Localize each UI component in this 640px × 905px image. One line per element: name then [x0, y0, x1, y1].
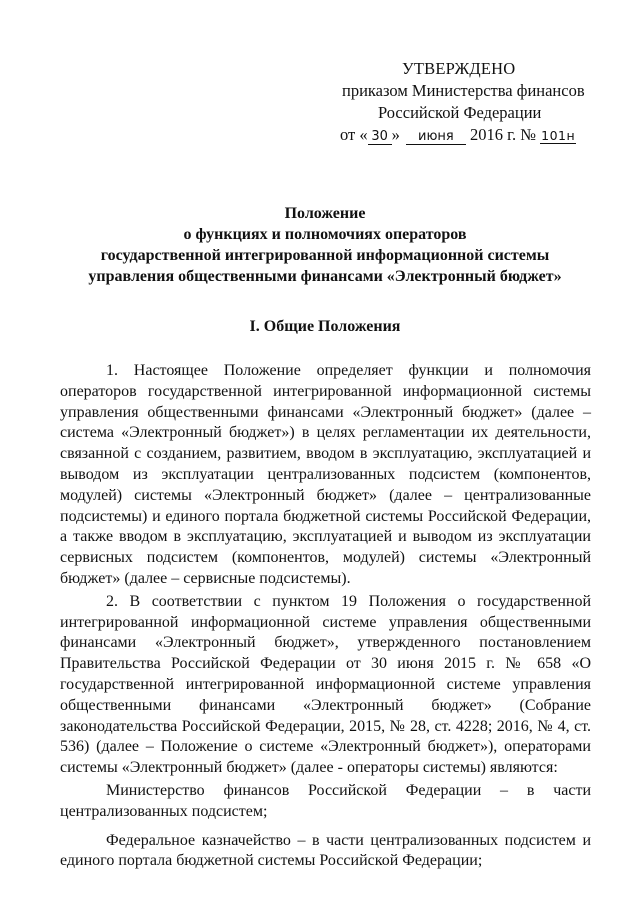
paragraph-4: Федеральное казначейство – в части централизованных подсистем и единого портала бюджетной системы Российской Федерации;: [60, 831, 591, 870]
approval-date-line: [330, 124, 590, 146]
title-line-1: Положение: [284, 205, 366, 222]
date-separator: »: [391, 125, 400, 144]
title-line-2: о функциях и полномочиях операторов: [183, 226, 467, 243]
paragraph-3: Министерство финансов Российской Федерации – в части централизованных подсистем;: [60, 781, 591, 820]
handwritten-day: 30: [368, 130, 392, 145]
date-year: 2016 г. №: [470, 125, 537, 144]
section-heading: I. Общие Положения: [249, 318, 401, 335]
document-body: [60, 361, 591, 872]
document-title: [60, 203, 590, 287]
handwritten-month: июня: [406, 130, 466, 145]
date-prefix: от «: [340, 125, 368, 144]
approval-ministry-line: Российской Федерации: [378, 103, 542, 122]
title-line-4: управления общественными финансами «Электронный бюджет»: [88, 268, 562, 285]
handwritten-order-number: 101н: [541, 128, 576, 143]
approval-block: [330, 58, 590, 146]
paragraph-1: 1. Настоящее Положение определяет функции и полномочия операторов государственной интегрированной информационной системы управления общественными финансами «Электронный бюджет» (далее – система «Электронный бюджет») в целях регламентации их деятельности, связанной с созданием, развитием, вводом в эксплуатацию, эксплуатацией и выводом из эксплуатации централизованных подсистем (компонентов, модулей) системы «Электронный бюджет» (далее – централизованные подсистемы) и единого портала бюджетной системы Российской Федерации, а также вводом в эксплуатацию, эксплуатацией и выводом из эксплуатации сервисных подсистем (компонентов, модулей) системы «Электронный бюджет» (далее – сервисные подсистемы).: [60, 362, 591, 587]
approval-order-line: приказом Министерства финансов: [342, 81, 585, 100]
title-line-3: государственной интегрированной информационной системы: [100, 247, 550, 264]
paragraph-2: 2. В соответствии с пунктом 19 Положения о государственной интегрированной информационной системе управления общественными финансами «Электронный бюджет», утвержденного постановлением Правительства Российской Федерации от 30 июня 2015 г. № 658 «О государственной интегрированной информационной системе управления общественными финансами «Электронный бюджет» (Собрание законодательства Российской Федерации, 2015, № 28, ст. 4228; 2016, № 4, ст. 536) (далее – Положение о системе «Электронный бюджет»), операторами системы «Электронный бюджет» (далее - операторы системы) являются:: [60, 592, 591, 777]
approval-title: УТВЕРЖДЕНО: [402, 59, 516, 78]
